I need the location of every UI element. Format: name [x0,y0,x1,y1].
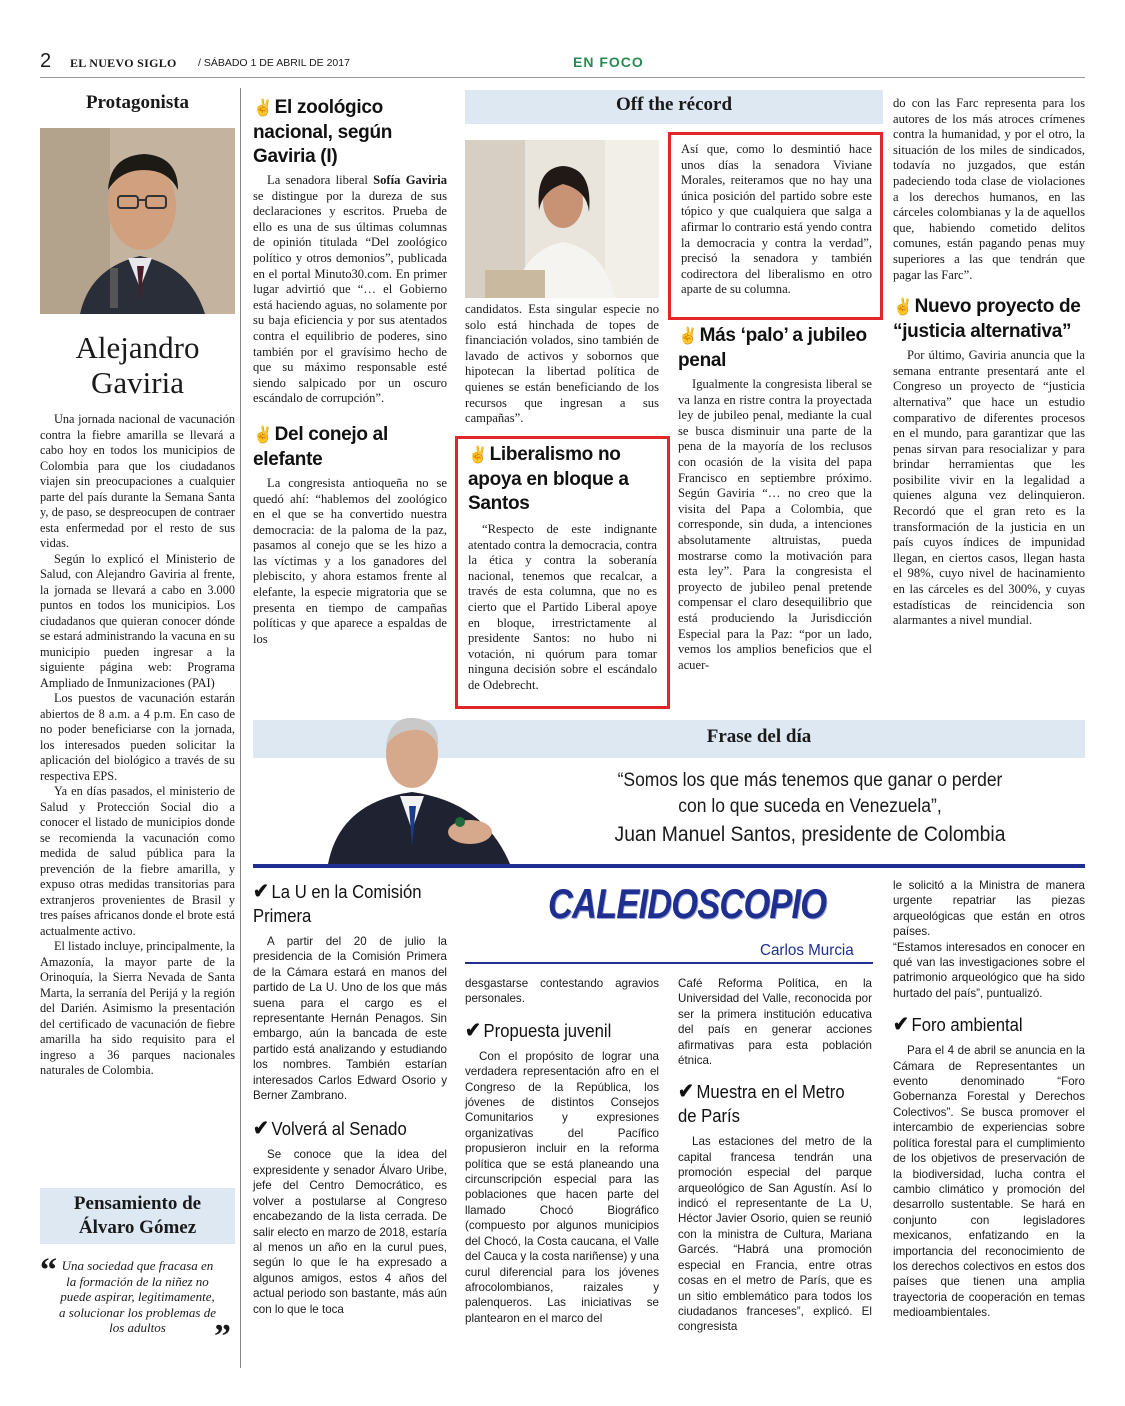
check-icon: ✔ [253,880,269,903]
header-date: / SÁBADO 1 DE ABRIL DE 2017 [198,57,350,69]
u-text: A partir del 20 de julio la presidencia de la Comisión Primera de la Cámara estará en manos del partido de La U. Uno de los que más suena para el cargo es el representante Hernán Penagos. Sin embargo, aún la bancada de este partido está analizando y estudiando los nombres. También estarían interesados Carlos Edward Osorio y Berner Zambrano. [253,935,447,1103]
liberalismo-text: “Respecto de este indignante atentado contra la democracia, contra la ética y contra la soberanía nacional, tenemos que recalcar, a través de esta columna, que no es cierto que el Partido Liberal apoye en bloque, irrestrictamente al presidente Santos: no hubo ni votación, ni quórum para tomar ninguna decisión sobre el escándalo de Odebrecht. [468,522,657,692]
check-icon: ✔ [678,1080,694,1104]
pensamiento-quote: Una sociedad que fracasa en la formación de la niñez no puede aspirar, legitimamente, a solucionar los problemas de los adultos [59,1258,216,1335]
frase-quote [560,768,1060,850]
caleidoscopio-author: Carlos Murcia [760,942,854,959]
gaviria-photo [40,128,235,314]
victory-hand-icon: ✌ [468,447,488,464]
victory-hand-icon: ✌ [253,100,273,117]
foro-heading [893,1013,1066,1037]
zoologico-text [253,173,447,407]
caleido-c4-text-1: le solicitó a la Ministra de manera urgente repatriar las piezas arqueológicas que están en otros países. [893,879,1085,939]
u-heading [253,880,428,928]
senado-title: Volverá al Senado [271,1118,407,1140]
off-the-record-bar [465,90,883,124]
pensamiento-quote-block [40,1252,235,1355]
column-4 [893,96,1085,629]
caleido-c4-text-2: “Estamos interesados en conocer en qué van las investigaciones sobre el patrimonio arqueológico que ha sido hurtado del país”, puntualizó. [893,940,1085,1000]
frase-title: Frase del día [706,726,812,747]
santos-photo [320,706,520,864]
pensamiento-title-line-1: Pensamiento de [73,1193,202,1214]
frase-attribution: Juan Manuel Santos, presidente de Colombia [614,823,1006,846]
off-the-record-title: Off the récord [615,94,733,115]
column-divider [240,88,241,1368]
morales-text: Así que, como lo desmintió hace unos días la senadora Viviane Morales, reiteramos que no hay una única posición del partido sobre este tópico y que cualquiera que salga a afirmar lo contrario está yendo contra la democracia y contra la verdad”, precisó la senadora y también codirectora del liberalismo en otro aparte de su columna. [681,142,872,297]
caleido-column-1 [253,876,447,1317]
juvenil-heading [465,1019,640,1043]
pensamiento-box [40,1188,235,1355]
morales-highlight-box [668,132,883,320]
liberalismo-highlight-box [455,436,670,709]
palo-title: Más ‘palo’ a jubileo penal [678,325,867,371]
caleido-column-3 [678,976,872,1335]
check-icon: ✔ [253,1117,269,1141]
metro-text: Las estaciones del metro de la capital francesa tendrán una promoción especial del parque arqueológico de San Agustín. Así lo indicó el representante de La U, Héctor Javier Osorio, quien se reunió con la ministra de Cultura, Mariana Garcés. “Habrá una promoción especial en Francia, entre otras cosas en el metro de París, que es un sitio emblemático para todos los ciudadanos franceses”, explicó. El congresista [678,1135,872,1334]
protagonista-paragraph: Ya en días pasados, el ministerio de Salud y Protección Social dio a conocer el listado de municipios donde se recomienda la vacunación como medida de salud pública para la prevención de la fiebre amarilla, y expuso otras medidas transitorias para extranjeros provenientes de Brasil y tres países africanos donde el brote está actualmente activo. [40,784,235,938]
protagonista-name [40,330,235,400]
juvenil-text: Con el propósito de lograr una verdadera representación afro en el Congreso de la República, los jóvenes de distintos Consejos Comunitarios y expresiones organizativas del Pacífico propusieron incluir en la reforma política que se está planeando una circunscripción especial para las poblaciones que hacen parte del llamado Chocó Biográfico (compuesto por algunos municipios del Chocó, la Costa caucana, el Valle del Cauca y la costa nariñense) y una curul diferencial para los jóvenes afrocolombianos, raizales y palenqueros. Las iniciativas se plantearon en el marco del [465,1049,659,1325]
zoologico-text-body: se distingue por la dureza de sus declaraciones y escritos. Prueba de ello es una de sus últimas columnas de opinión titulada “Del zoológico político y otros demonios”, publicada en el portal Minuto30.com. En primer lugar advirtió que “… el Gobierno está haciendo aguas, no solamente por su baja eficiencia y por sus atentados contra el equilibrio de poderes, sino también por el gravísimo hecho de que su máximo responsable esté siendo salpicado por un oscuro escándalo de corrupción”. [253,188,447,406]
zoologico-title: El zoológico nacional, según Gaviria (I) [253,97,393,167]
palo-heading [678,324,872,373]
victory-hand-icon: ✌ [253,426,273,444]
liberalismo-title: Liberalismo no apoya en bloque a Santos [468,444,629,514]
caleidoscopio-top-rule [253,864,1085,868]
caleido-c3-text: Café Reforma Política, en la Universidad del Valle, reconocida por ser la primera institución educativa del país en generar acciones afirmativas para esta población étnica. [678,977,872,1068]
caleido-column-2 [465,976,659,1326]
name-line-1: Alejandro [75,330,200,365]
protagonista-paragraph: Una jornada nacional de vacunación contra la fiebre amarilla se llevará a cabo hoy en todos los municipios de Colombia para que los ciudadanos viajen sin preocupaciones a cualquier parte del país durante la Semana Santa y, de paso, se despreocupen de contraer esta enfermedad por el resto de sus vidas. [40,412,235,550]
metro-heading [678,1080,853,1128]
foro-title: Foro ambiental [911,1014,1023,1036]
nuevo-title: Nuevo proyecto de “justicia alternativa” [893,296,1081,343]
nuevo-heading [893,295,1085,344]
foro-text: Para el 4 de abril se anuncia en la Cámara de Representantes un evento denominado “Foro Gobernanza Forestal y Derechos Colectivos”. Se busca promover el intercambio de experiencias sobre política forestal para el cumplimiento de los objetivos de preservación de la biodiversidad, lucha contra el cambio climático y promoción del desarrollo sustentable. Se hará en conjunto con legisladores mexicanos, enfatizando en la importancia del reconocimiento de los derechos colectivos en estos dos países que tienen una amplia trayectoria de cooperación en temas medioambientales. [893,1044,1085,1320]
caleido-c2-text: desgastarse contestando agravios personales. [465,977,659,1006]
protagonista-label: Protagonista [85,92,190,113]
senado-text: Se conoce que la idea del expresidente y senador Álvaro Uribe, jefe del Centro Democrático, es volver a postularse al Congreso encabezando de la lista cerrada. De salir electo en marzo de 2018, estaría al menos un año en la curul pues, según lo que le ha expresado a algunos amigos, estos 4 años del actual periodo son bastante, más aún con lo que le toca [253,1148,447,1316]
pensamiento-title [40,1188,235,1244]
page-number: 2 [40,50,52,72]
open-quote-icon: “ [40,1252,57,1289]
juvenil-title: Propuesta juvenil [483,1019,612,1041]
protagonista-column [40,92,235,1079]
name-line-2: Gaviria [91,365,184,400]
sofia-gaviria-name: Sofía Gaviria [373,173,447,187]
zoologico-heading [253,96,447,169]
protagonista-paragraph: Según lo explicó el Ministerio de Salud, con Alejandro Gaviria al frente, la jornada se llevará a cabo en 3.000 puntos en todos los municipios. Los ciudadanos que quieran conocer dónde se estará administrando la vacuna en su municipio pueden ingresar a la siguiente página web: Programa Ampliado de Inmunizaciones (PAI) [40,551,235,690]
protagonista-paragraph: Los puestos de vacunación estarán abiertos de 8 a.m. a 4 p.m. En caso de no poder beneficiarse con la jornada, los interesados pueden solicitar la aplicación del biológico a través de su respectiva EPS. [40,691,235,783]
metro-title: Muestra en el Metro de París [678,1081,845,1127]
close-quote-icon: ” [214,1317,231,1355]
zoologico-text-start: La senadora liberal [267,173,374,187]
senado-heading [253,1117,428,1141]
protagonista-paragraph: El listado incluye, principalmente, la Amazonía, la mayor parte de la Orinoquía, la Sierra Nevada de Santa Marta, la serranía del Perijá y la región del Darién. Asimismo la presentación del certificado de vacunación de fiebre amarilla ha sido requisito para el ingreso a 36 parques nacionales naturales de Colombia. [40,939,235,1077]
farc-text: do con las Farc representa para los autores de los más atroces crímenes contra la humanidad, y por el otro, la situación de los miles de sindicados, todavía no juzgados, que están padeciendo toda clase de violaciones a los derechos humanos, en las cárceles colombianas y la de aquellos que, habiendo cometido delitos comunes, están pagando penas muy superiores a las que tendrán que pagar las Farc”. [893,96,1085,282]
pensamiento-title-line-2: Álvaro Gómez [78,1217,197,1238]
column-2 [253,96,447,647]
victory-hand-icon: ✌ [678,328,698,345]
liberalismo-heading [468,443,657,516]
conejo-text: La congresista antioqueña no se quedó ahí: “hablemos del zoológico en el que se ha convertido nuestra democracia: de la paloma de la paz, pasamos al conejo que se les hizo a las víctimas y a los ganadores del plebiscito, y ahora estamos frente al elefante, la especie migratoria que se presenta en tiempo de campañas políticas y que aparece a espaldas de los [253,475,447,646]
caleidoscopio-rule [465,962,873,964]
palo-text: Igualmente la congresista liberal se va lanza en ristre contra la proyectada ley de jubileo penal, mediante la cual se busca disminuir una parte de la pena de la mayoría de los reclusos con ocasión de la visita del papa Francisco en septiembre próximo. Según Gaviria “… no creo que la visita del Papa a Colombia, que corresponde, sin duda, a intenciones absolutamente altruistas, pueda mostrarse como la motivación para esta ley”. Para la congresista el proyecto de jubileo penal pretende compensar el claro desequilibrio que está produciendo la Jurisdicción Especial para la Paz: “por un lado, vemos los amplios beneficios que el acuer- [678,377,872,672]
check-icon: ✔ [893,1013,909,1037]
nuevo-text: Por último, Gaviria anuncia que la semana entrante presentará ante el Congreso un proyecto de “justicia alternativa” que hace un estudio comparativo de diferentes procesos en el mundo, para garantizar que las penas sirvan para resocializar y para brindar herramientas que les posibilite vivir en la legalidad a quienes alguna vez delinquieron. Recordó que el gran reto es la transformación de la justicia en un país cuyos índices de impunidad llegan, en ciertos casos, llegan hasta el 98%, cuyo nivel de hacinamiento en las cárceles es del 300%, y cuyas estadísticas de reincidencia son alarmantes a nivel mundial. [893,348,1085,628]
caleido-column-4 [893,878,1085,1321]
frase-quote-line-1: “Somos los que más tenemos que ganar o perder [617,770,1003,791]
frase-quote-line-2: con lo que suceda en Venezuela”, [678,796,942,817]
caleidoscopio-logo: CALEIDOSCOPIO [548,880,827,927]
palo-column [678,324,872,673]
masthead: EL NUEVO SIGLO [70,56,177,70]
victory-hand-icon: ✌ [893,299,913,317]
off-record-text: candidatos. Esta singular especie no solo está hinchada de topes de financiación volados, sino también de lavado de activos y sobornos que hipotecan la libertad política de quienes se están beneficiando de los recursos que ingresan a sus campañas”. [465,302,659,426]
page-header [40,48,1085,78]
section-name: EN FOCO [573,54,644,70]
check-icon: ✔ [465,1018,481,1042]
conejo-title: Del conejo al elefante [253,423,388,470]
morales-photo [465,140,659,298]
u-title: La U en la Comisión Primera [253,881,422,926]
off-record-column [465,302,659,427]
conejo-heading [253,423,447,472]
